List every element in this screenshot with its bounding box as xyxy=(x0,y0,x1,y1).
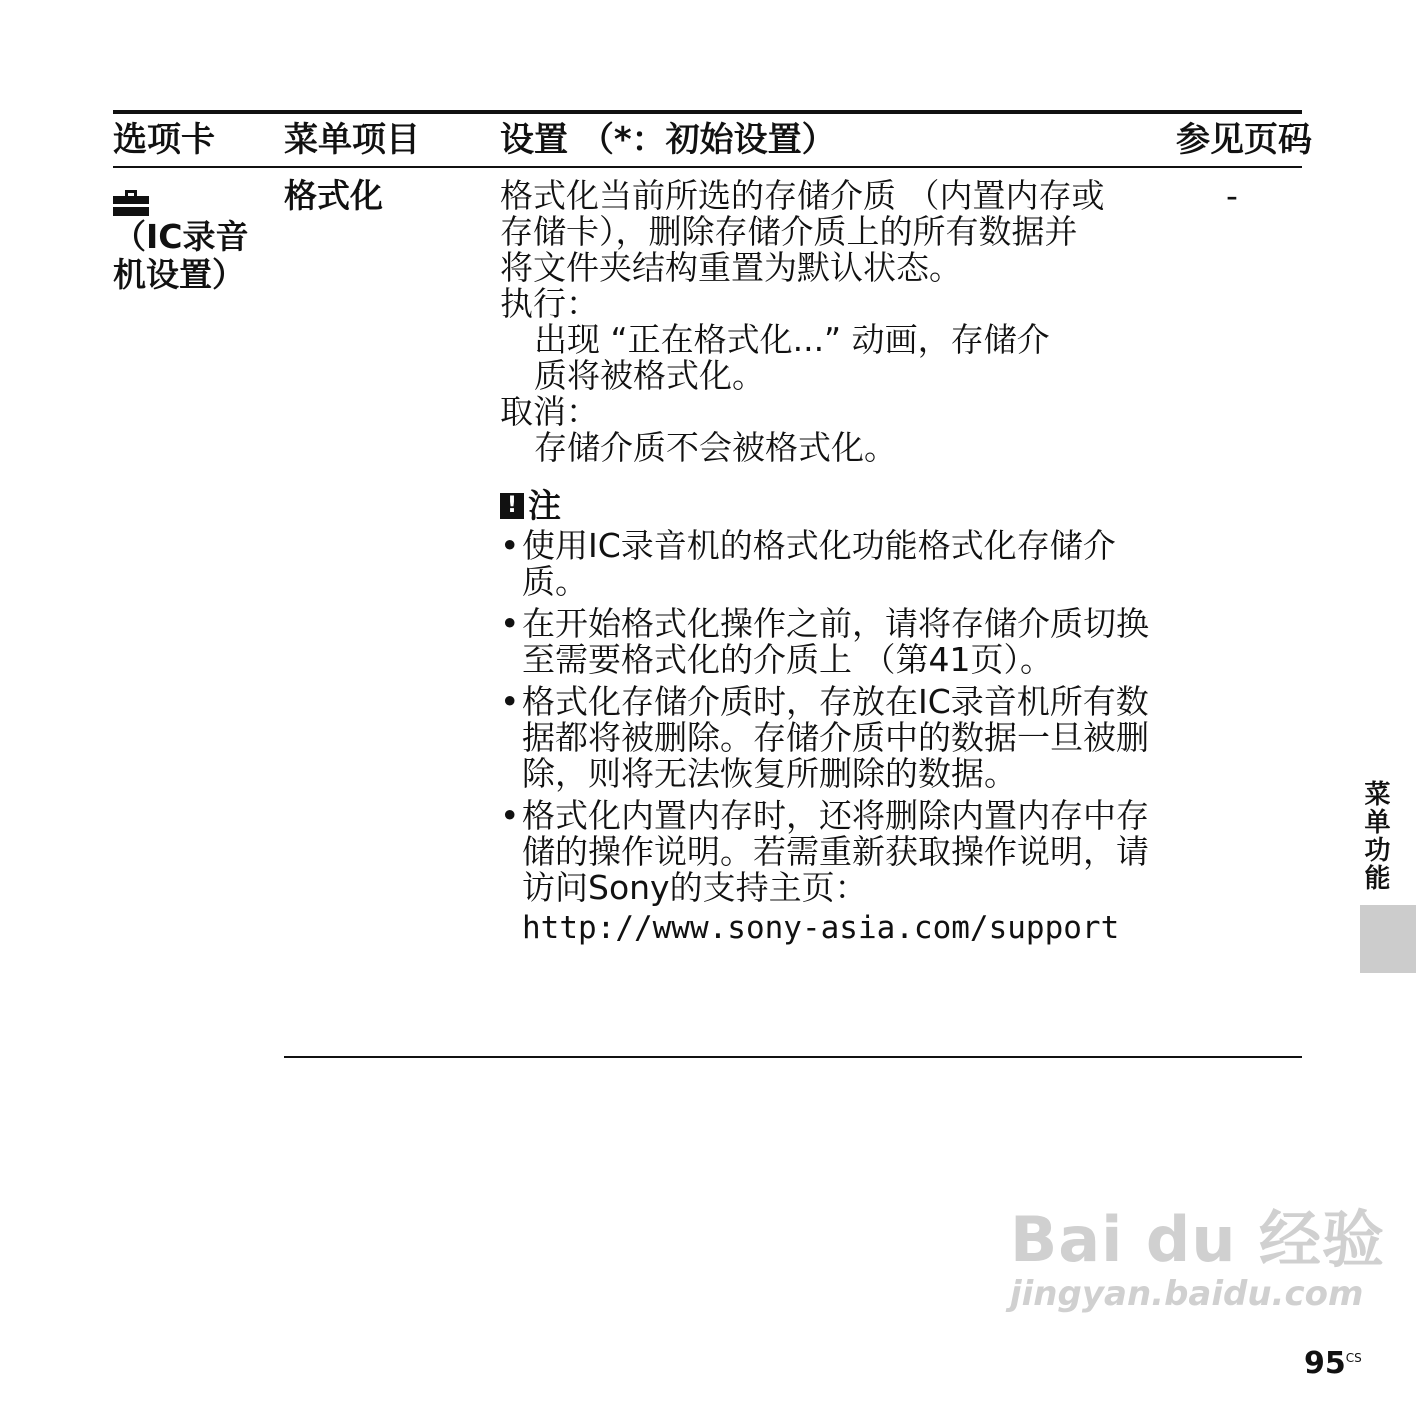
note-list xyxy=(500,528,1162,906)
option-desc-line: 存储介质不会被格式化。 xyxy=(534,428,897,467)
tab-cell xyxy=(113,182,249,294)
description-line: 存储卡），删除存储介质上的所有数据并 xyxy=(500,212,1078,251)
option-label-execute: 执行： xyxy=(500,284,599,323)
support-url[interactable]: http://www.sony-asia.com/support xyxy=(522,910,1120,946)
header-menu-item: 菜单项目 xyxy=(284,120,420,160)
description-line: 格式化当前所选的存储介质 （内置内存或 xyxy=(500,176,1105,215)
table-header-rule xyxy=(113,166,1302,168)
header-ref-page: 参见页码 xyxy=(1176,120,1312,160)
settings-cell xyxy=(500,178,1162,946)
option-label-cancel: 取消： xyxy=(500,392,599,431)
note-item: • 格式化存储介质时，存放在IC录音机所有数据都将被删除。存储介质中的数据一旦被删除，则将无法恢复所删除的数据。 xyxy=(500,684,1162,792)
option-desc-line: 质将被格式化。 xyxy=(534,356,765,395)
description-line: 将文件夹结构重置为默认状态。 xyxy=(500,248,962,287)
page-number-suffix: CS xyxy=(1345,1351,1362,1365)
note-item: • 格式化内置内存时，还将删除内置内存中存储的操作说明。若需重新获取操作说明，请访问Sony的支持主页： xyxy=(500,798,1162,906)
header-tab: 选项卡 xyxy=(113,120,215,160)
watermark-logo: Bai du 经验 xyxy=(1010,1203,1386,1276)
warning-icon: ! xyxy=(500,493,524,519)
watermark-url: jingyan.baidu.com xyxy=(1010,1274,1364,1314)
page-number xyxy=(1304,1346,1362,1381)
tab-label-line: 机设置） xyxy=(113,255,245,294)
note-item: • 在开始格式化操作之前，请将存储介质切换至需要格式化的介质上 （第41页）。 xyxy=(500,606,1162,678)
page-number-value: 95 xyxy=(1304,1346,1346,1381)
note-title: 注 xyxy=(528,486,561,525)
menu-item-cell: 格式化 xyxy=(284,176,383,215)
toolbox-icon xyxy=(113,190,149,218)
header-settings: 设置 （*：初始设置） xyxy=(500,120,836,160)
ref-page-cell: - xyxy=(1226,176,1238,215)
table-top-rule xyxy=(113,110,1302,114)
note-item: • 使用IC录音机的格式化功能格式化存储介质。 xyxy=(500,528,1162,600)
tab-label-line: （IC录音 xyxy=(113,217,249,256)
note-heading xyxy=(500,488,1162,524)
baidu-watermark xyxy=(1010,1205,1385,1313)
side-tab-marker xyxy=(1360,905,1416,973)
table-bottom-rule xyxy=(284,1056,1302,1058)
side-tab-label: 菜单功能 xyxy=(1360,780,1390,892)
option-desc-line: 出现 “正在格式化...” 动画，存储介 xyxy=(534,320,1050,359)
